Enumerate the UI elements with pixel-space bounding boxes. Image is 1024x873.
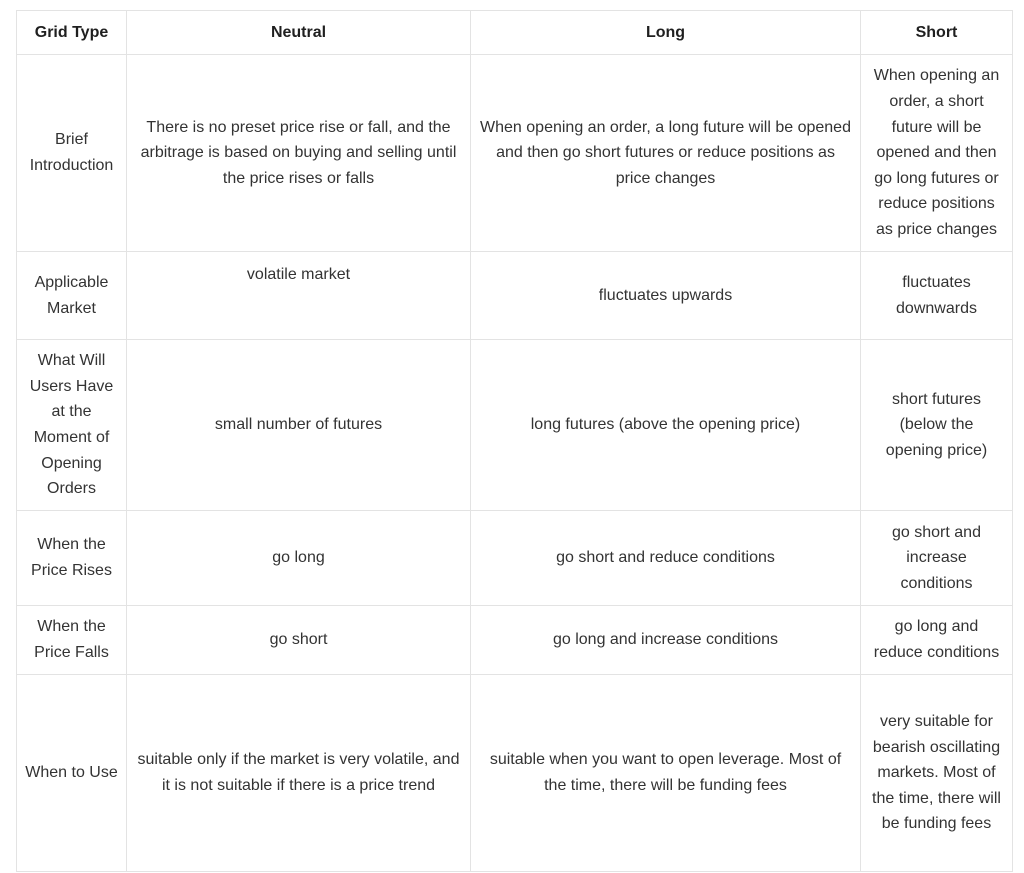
long-cell: suitable when you want to open leverage. Most of the time, there will be funding fees: [471, 675, 861, 872]
short-cell: go long and reduce conditions: [861, 606, 1013, 675]
neutral-cell: go short: [127, 606, 471, 675]
header-neutral: Neutral: [127, 11, 471, 55]
header-long: Long: [471, 11, 861, 55]
grid-type-comparison-table: [16, 10, 1013, 872]
neutral-cell: suitable only if the market is very volatile, and it is not suitable if there is a price trend: [127, 675, 471, 872]
row-label: When the Price Rises: [17, 511, 127, 606]
header-row: [17, 11, 1013, 55]
neutral-cell: volatile market: [127, 252, 471, 340]
long-cell: go long and increase conditions: [471, 606, 861, 675]
table-row: [17, 55, 1013, 252]
long-cell: go short and reduce conditions: [471, 511, 861, 606]
long-cell: long futures (above the opening price): [471, 340, 861, 511]
neutral-cell: There is no preset price rise or fall, and the arbitrage is based on buying and selling until the price rises or falls: [127, 55, 471, 252]
short-cell: go short and increase conditions: [861, 511, 1013, 606]
short-cell: very suitable for bearish oscillating markets. Most of the time, there will be funding fees: [861, 675, 1013, 872]
long-cell: fluctuates upwards: [471, 252, 861, 340]
neutral-cell: go long: [127, 511, 471, 606]
table-row: [17, 252, 1013, 340]
header-short: Short: [861, 11, 1013, 55]
neutral-cell: small number of futures: [127, 340, 471, 511]
table-row: [17, 511, 1013, 606]
table-row: [17, 606, 1013, 675]
table-row: [17, 675, 1013, 872]
short-cell: When opening an order, a short future will be opened and then go long futures or reduce positions as price changes: [861, 55, 1013, 252]
comparison-table-container: [16, 10, 1012, 872]
row-label: When the Price Falls: [17, 606, 127, 675]
long-cell: When opening an order, a long future will be opened and then go short futures or reduce positions as price changes: [471, 55, 861, 252]
short-cell: short futures (below the opening price): [861, 340, 1013, 511]
header-grid-type: Grid Type: [17, 11, 127, 55]
row-label: Applicable Market: [17, 252, 127, 340]
table-row: [17, 340, 1013, 511]
row-label: What Will Users Have at the Moment of Opening Orders: [17, 340, 127, 511]
row-label: When to Use: [17, 675, 127, 872]
short-cell: fluctuates downwards: [861, 252, 1013, 340]
row-label: Brief Introduction: [17, 55, 127, 252]
